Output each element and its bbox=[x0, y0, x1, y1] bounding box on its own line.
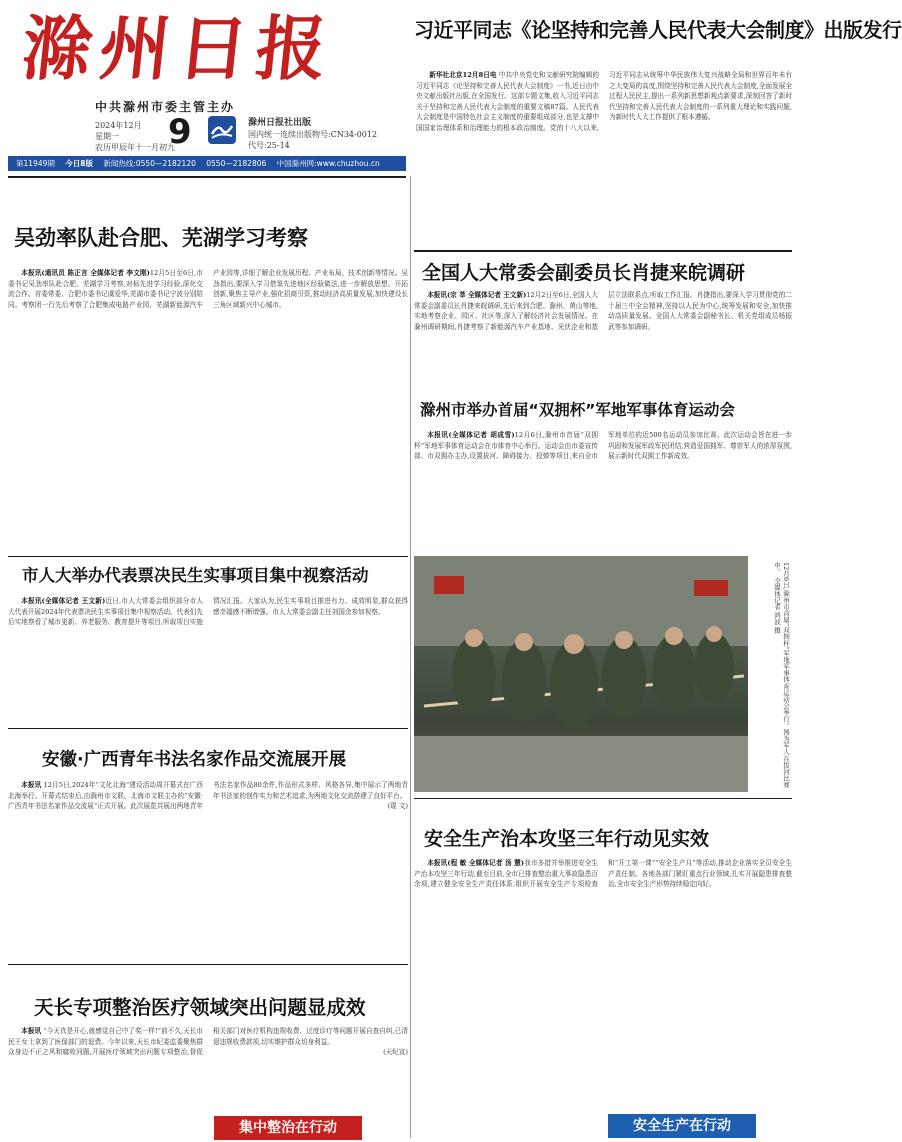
page-count: 今日8版 bbox=[65, 159, 93, 168]
masthead-date bbox=[95, 120, 175, 153]
article-xiaojie-body bbox=[414, 290, 792, 394]
column-separator bbox=[410, 176, 411, 1138]
headline-wujin: 吴劲率队赴合肥、芜湖学习考察 bbox=[14, 226, 308, 250]
headline-renda: 市人大举办代表票决民生实事项目集中视察活动 bbox=[22, 566, 369, 585]
headline-xi-book: 习近平同志《论坚持和完善人民代表大会制度》出版发行 bbox=[414, 18, 902, 42]
article-text: 12月6日,滁州市首届“双拥杯”军地军事体育运动会在市体育中心举行。运动会由市委宣传部、市双拥办主办,设置拔河、障碍接力、投弹等项目,来自全市军地单位的近500名运动员参加比赛。此次运动会旨在进一步巩固和发展军政军民团结,营造爱国拥军、尊崇军人的浓厚氛围,展示新时代双拥工作新成效。 bbox=[414, 431, 792, 461]
article-lead: 本报讯(全媒体记者 胡成雪) bbox=[427, 431, 515, 439]
article-lead: 本报讯 bbox=[21, 781, 42, 789]
masthead-org: 中共滁州市委主管主办 bbox=[95, 100, 236, 114]
paper-name: 滁州日报社出版 bbox=[248, 118, 312, 128]
divider bbox=[8, 176, 406, 178]
article-lead: 本报讯(通讯员 陈正言 全媒体记者 李文刚) bbox=[21, 269, 150, 277]
date-weekday: 星期一 bbox=[95, 132, 119, 141]
paper-code: 国内统一连续出版物号:CN34-0012 bbox=[248, 130, 378, 139]
article-text: “今天真是开心,就感觉自己中了奖一样!”前不久,天长市民王女士拿到了医保部门的退费。今年以来,天长市纪委监委聚焦群众身边不正之风和腐败问题,开展医疗领域突出问题专项整治,督促相关部门对医疗机构违规收费、过度诊疗等问题开展自查自纠,已清退违规收费款项,切实维护群众切身利益。 bbox=[8, 1027, 408, 1057]
website: 中国滁州网:www.chuzhou.cn bbox=[276, 159, 380, 168]
article-shuangyong-body bbox=[414, 430, 792, 550]
info-bar bbox=[8, 156, 406, 171]
tug-of-war-photo bbox=[414, 556, 748, 792]
article-text: 我市多措并举推进安全生产治本攻坚三年行动,截至目前,全市已排查整治重大事故隐患百余项,建立健全安全生产责任体系,组织开展安全生产专项检查和“开工第一课”“安全生产月”等活动,推动企业落实全员安全生产责任制。各地各部门紧盯重点行业领域,扎实开展隐患排查整治,全市安全生产形势持续稳定向好。 bbox=[414, 859, 792, 889]
article-safety-body bbox=[414, 858, 792, 1112]
article-source: (天纪宣) bbox=[383, 1048, 408, 1057]
news-hotline: 新闻热线:0550—2182120 bbox=[103, 159, 196, 168]
article-lead: 新华社北京12月8日电 bbox=[429, 71, 497, 79]
divider bbox=[8, 556, 408, 557]
article-tianchang-body bbox=[8, 1026, 408, 1116]
article-renda-body bbox=[8, 596, 408, 722]
headline-tianchang: 天长专项整治医疗领域突出问题显成效 bbox=[34, 996, 366, 1019]
headline-calligraphy: 安徽·广西青年书法名家作品交流展开展 bbox=[42, 750, 347, 770]
article-text: 中共中央党史和文献研究院编辑的习近平同志《论坚持和完善人民代表大会制度》一书,近日由中央文献出版社出版,在全国发行。这部专题文集,收入习近平同志关于坚持和完善人民代表大会制度的重要文稿87篇。人民代表大会制度是中国特色社会主义制度的重要组成部分,也是支撑中国国家治理体系和治理能力的根本政治制度。党的十八大以来,习近平同志从统筹中华民族伟大复兴战略全局和世界百年未有之大变局的高度,围绕坚持和完善人民代表大会制度,全面发展全过程人民民主,提出一系列新思想新观点新要求,深刻回答了新时代坚持和完善人民代表大会制度的一系列重大理论和实践问题,为新时代人大工作提供了根本遵循。 bbox=[416, 71, 792, 132]
paper-info bbox=[248, 118, 408, 151]
article-text: 12月2日至6日,全国人大常委会副委员长肖捷来皖调研,先后来到合肥、滁州、黄山等地,实地考察企业、园区、社区等,深入了解经济社会发展情况。在滁州调研期间,肖捷考察了新能源汽车产业基地、光伏企业和基层立法联系点,听取工作汇报。肖捷指出,要深入学习贯彻党的二十届三中全会精神,坚持以人民为中心,统筹发展和安全,加快推动高质量发展。全国人大常委会副秘书长、机关党组成员杨振武等参加调研。 bbox=[414, 291, 792, 331]
paper-logo-icon bbox=[208, 116, 236, 144]
headline-safety: 安全生产治本攻坚三年行动见实效 bbox=[424, 828, 710, 850]
issue-number: 第11949期 bbox=[16, 159, 55, 168]
article-lead: 本报讯(程 敏 全媒体记者 汤 慧) bbox=[427, 859, 525, 867]
banner-campaign: 集中整治在行动 bbox=[214, 1116, 362, 1140]
article-calligraphy-body bbox=[8, 780, 408, 958]
ad-hotline: 0550—2182806 bbox=[206, 159, 267, 168]
article-text: 12月5日,2024年“文化北海”建设活动周开幕式在广西北海举行。开幕式结束后,由滁州市文联、北海市文联主办的“安徽·广西青年书法名家作品交流展”正式开展。此次展览共展出两地青年书法名家作品80余件,作品形式多样、风格各异,集中展示了两地青年书法家的创作实力和艺术追求,为两地文化交流搭建了良好平台。 bbox=[8, 781, 408, 811]
headline-shuangyong: 滁州市举办首届“双拥杯”军地军事体育运动会 bbox=[420, 401, 735, 419]
divider bbox=[414, 798, 792, 799]
article-lead: 本报讯(宗 莘 全媒体记者 王文新) bbox=[427, 291, 527, 299]
masthead-title: 滁州日报 bbox=[17, 7, 339, 90]
banner-safety: 安全生产在行动 bbox=[608, 1114, 756, 1138]
headline-xiaojie: 全国人大常委会副委员长肖捷来皖调研 bbox=[422, 262, 746, 284]
article-wujin-body bbox=[8, 268, 408, 548]
photo-caption: 12月6日,滁州市首届“双拥杯”军地军事体育运动会举行。图为军人在拔河比赛中。 全媒体记者 鸿波 摄 bbox=[773, 562, 790, 788]
article-lead: 本报讯(全媒体记者 王文新) bbox=[21, 597, 106, 605]
date-year-month: 2024年12月 bbox=[95, 121, 142, 130]
article-text: 12月5日至6日,市委书记吴劲率队赴合肥、芜湖学习考察,对标先进学习经验,深化交流合作。省委常委、合肥市委书记虞爱华,芜湖市委书记宁波分别陪同。考察团一行先后考察了合肥集成电路产业园、芜湖新能源汽车产业园等,详细了解企业发展历程、产业布局、技术创新等情况。吴劲指出,要深入学习借鉴先进地区经验做法,进一步解放思想、开拓创新,聚焦主导产业,强化招商引资,推动经济高质量发展,加快建设长三角区域新兴中心城市。 bbox=[8, 269, 408, 309]
divider bbox=[8, 964, 408, 965]
date-lunar: 农历甲辰年十一月初九 bbox=[95, 143, 175, 152]
photo-illustration bbox=[414, 556, 748, 792]
article-source: (琨 文) bbox=[387, 802, 408, 811]
divider bbox=[414, 250, 792, 252]
article-text: 近日,市人大常委会组织部分市人大代表开展2024年代表票决民生实事项目集中视察活动。代表们先后实地察看了城市更新、养老服务、教育提升等项目,听取项目实施情况汇报。大家认为,民生实事项目推进有力、成效明显,群众获得感幸福感不断增强。市人大常委会副主任刘国余参加视察。 bbox=[8, 597, 408, 627]
masthead-day: 9 bbox=[168, 112, 192, 152]
article-xi-book-body bbox=[416, 70, 792, 246]
article-lead: 本报讯 bbox=[21, 1027, 42, 1035]
paper-issue-code: 代号:25-14 bbox=[248, 141, 290, 150]
divider bbox=[8, 728, 408, 729]
